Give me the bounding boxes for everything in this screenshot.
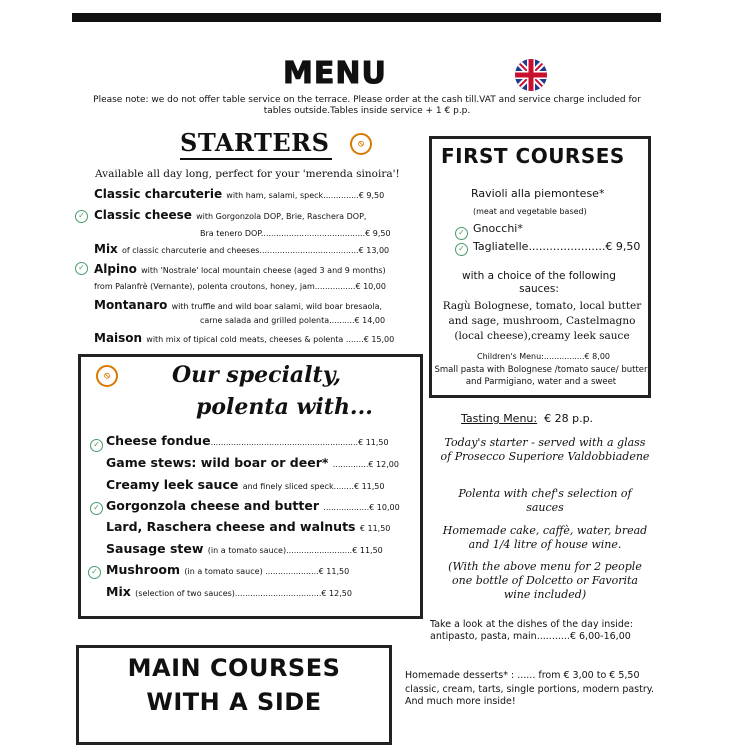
starters-intro: Available all day long, perfect for your 'merenda sinoira'!	[95, 168, 400, 180]
tasting-line: Today's starter - served with a glass of Prosecco Superiore Valdobbiadene	[440, 436, 650, 463]
starter-item: Mix of classic charcuterie and cheeses.......................................€ 13,00	[94, 242, 390, 256]
tasting-line: Polenta with chef's selection of sauces	[458, 487, 632, 514]
children-menu: Children's Menu:................€ 8,00	[477, 352, 610, 361]
starter-item: Montanaro with truffle and wild boar salami, wild boar bresaola,	[94, 298, 383, 312]
polenta-item: Mushroom (in a tomato sauce) .....................€ 11,50	[106, 562, 350, 577]
children-desc: Small pasta with Bolognese /tomato sauce/ butter and Parmigiano, water and a sweet	[434, 365, 648, 387]
polenta-item: Cheese fondue..........................................................€ 11,50	[106, 433, 389, 448]
starter-item: Alpino with 'Nostrale' local mountain cheese (aged 3 and 9 months)	[94, 262, 386, 276]
polenta-item: Game stews: wild boar or deer* ..............€ 12,00	[106, 455, 399, 470]
starter-item-cont: carne salada and grilled polenta..........€ 14,00	[200, 316, 386, 325]
starter-item: Maison with mix of tipical cold meats, cheeses & polenta .......€ 15,00	[94, 331, 395, 345]
polenta-heading-2: polenta with...	[196, 394, 373, 420]
page-title: MENU	[283, 56, 387, 91]
starters-underline	[180, 158, 332, 160]
polenta-heading-1: Our specialty,	[172, 362, 342, 388]
polenta-item: Sausage stew (in a tomato sauce)..........................€ 11,50	[106, 541, 383, 556]
service-notice: Please note: we do not offer table service on the terrace. Please order at the cash till.VAT and service charge included for tables outside.Tables inside service + 1 € p.p.	[93, 95, 641, 116]
sauce-list: Ragù Bolognese, tomato, local butter and sage, mushroom, Castelmagno (local cheese),creamy leek sauce	[442, 300, 642, 342]
main-courses-heading-2: WITH A SIDE	[146, 688, 322, 716]
sauce-choice: with a choice of the following sauces:	[462, 270, 616, 295]
gluten-free-icon: ⦸	[96, 365, 118, 387]
starter-item-cont: Bra tenero DOP.........................................€ 9,50	[200, 229, 391, 238]
polenta-item: Gorgonzola cheese and butter ..................€ 10,00	[106, 498, 400, 513]
polenta-item: Mix (selection of two sauces)..................................€ 12,50	[106, 584, 352, 599]
vegetarian-leaf-icon: ✓	[75, 262, 88, 275]
dishes-of-day: Take a look at the dishes of the day inside: antipasto, pasta, main...........€ 6,00-16,00	[430, 619, 633, 642]
tasting-line: (With the above menu for 2 people one bottle of Dolcetto or Favorita wine included)	[448, 560, 642, 601]
vegetarian-leaf-icon: ✓	[75, 210, 88, 223]
uk-flag-icon[interactable]	[515, 59, 547, 91]
starters-heading: STARTERS	[180, 128, 330, 157]
starter-item: Classic charcuterie with ham, salami, speck..............€ 9,50	[94, 187, 385, 201]
vegetarian-leaf-icon: ✓	[90, 502, 103, 515]
gnocchi-item: Gnocchi*	[473, 222, 523, 235]
first-courses-heading: FIRST COURSES	[441, 144, 625, 168]
polenta-item: Creamy leek sauce and finely sliced speck........€ 11,50	[106, 477, 385, 492]
starter-item: Classic cheese with Gorgonzola DOP, Brie, Raschera DOP,	[94, 208, 367, 222]
starter-item-cont: from Palanfrè (Vernante), polenta croutons, honey, jam................€ 10,00	[94, 282, 386, 291]
polenta-item: Lard, Raschera cheese and walnuts € 11,50	[106, 519, 391, 534]
ravioli-desc: (meat and vegetable based)	[473, 207, 587, 216]
desserts-desc: classic, cream, tarts, single portions, modern pastry. And much more inside!	[405, 684, 655, 707]
tasting-menu-title: Tasting Menu: € 28 p.p.	[461, 412, 594, 425]
vegetarian-leaf-icon: ✓	[455, 227, 468, 240]
tagliatelle-item: Tagliatelle......................€ 9,50	[473, 240, 641, 253]
main-courses-heading-1: MAIN COURSES	[127, 654, 341, 682]
vegetarian-leaf-icon: ✓	[88, 566, 101, 579]
top-rule	[72, 13, 661, 22]
vegetarian-leaf-icon: ✓	[455, 243, 468, 256]
gluten-free-icon: ⦸	[350, 133, 372, 155]
tasting-line: Homemade cake, caffè, water, bread and 1/4 litre of house wine.	[442, 524, 648, 551]
vegetarian-leaf-icon: ✓	[90, 439, 103, 452]
ravioli-item: Ravioli alla piemontese*	[471, 187, 605, 200]
desserts-line: Homemade desserts* : ...... from € 3,00 to € 5,50	[405, 670, 640, 681]
